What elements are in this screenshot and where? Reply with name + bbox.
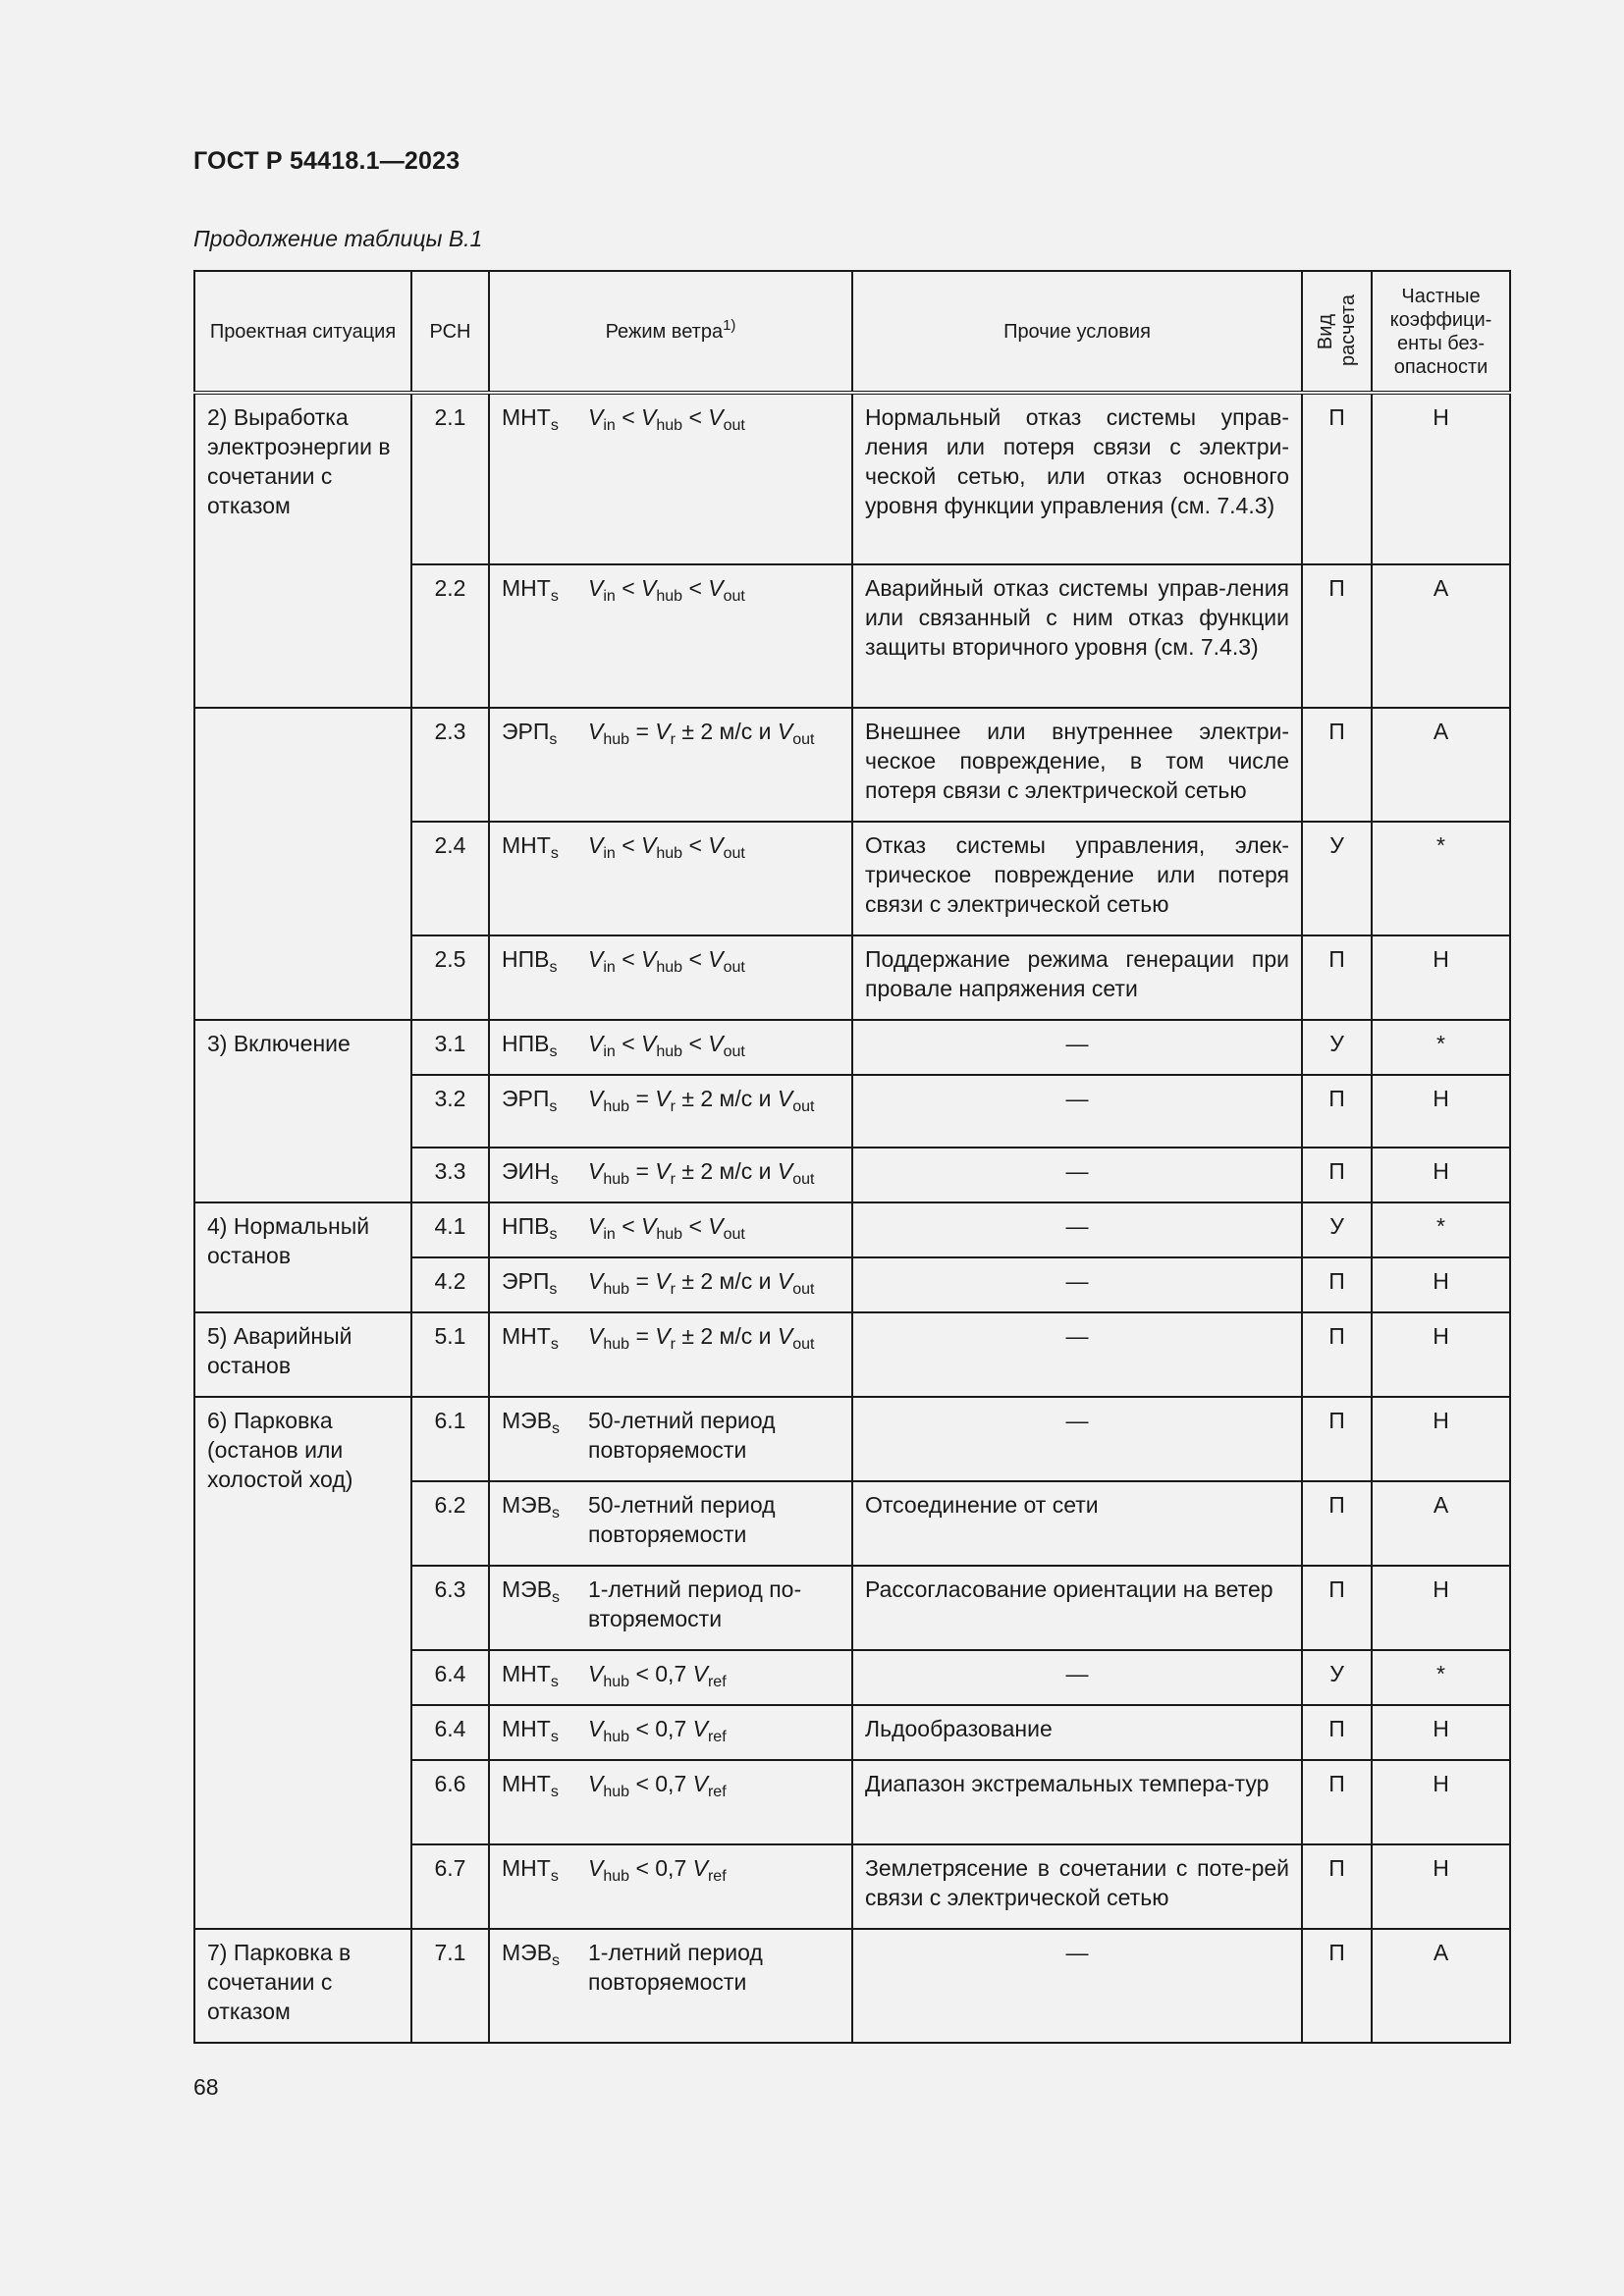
safety-coef-cell: Н (1372, 1075, 1510, 1148)
safety-coef-cell: * (1372, 822, 1510, 935)
calc-type-cell: П (1302, 1075, 1372, 1148)
calc-type-cell: У (1302, 1202, 1372, 1257)
safety-coef-cell: Н (1372, 935, 1510, 1020)
rsn-cell: 6.3 (411, 1566, 489, 1650)
header-safety-coef: Частные коэффици-енты без-опасности (1372, 271, 1510, 393)
calc-type-cell: П (1302, 708, 1372, 822)
wind-mode-cell: $МНТ_s$ $V_{hub} < 0,7$ $V_{ref}$ (489, 1705, 852, 1760)
safety-coef-cell: Н (1372, 1844, 1510, 1929)
rsn-cell: 2.5 (411, 935, 489, 1020)
situation-cell: 7) Парковка в сочетании с отказом (194, 1929, 411, 2043)
safety-coef-cell: * (1372, 1650, 1510, 1705)
header-calc-type-label: Вид расчета (1314, 294, 1359, 366)
calc-type-cell: П (1302, 393, 1372, 564)
safety-coef-cell: Н (1372, 1397, 1510, 1481)
rsn-cell: 5.1 (411, 1312, 489, 1397)
wind-mode-cell: $ЭРП_s$ $V_{hub} = V_r \pm 2$ м/с и $V_{out}$ (489, 708, 852, 822)
header-calc-type (1302, 271, 1372, 393)
safety-coef-cell: Н (1372, 1566, 1510, 1650)
other-conditions-cell: — (852, 1929, 1302, 2043)
other-conditions-cell: — (852, 1075, 1302, 1148)
calc-type-cell: П (1302, 1481, 1372, 1566)
situation-cell: 3) Включение (194, 1020, 411, 1202)
other-conditions-cell: Землетрясение в сочетании с поте-рей связи с электрической сетью (852, 1844, 1302, 1929)
table-row (194, 1397, 1510, 1481)
rsn-cell: 6.6 (411, 1760, 489, 1844)
safety-factors-table (193, 270, 1511, 2044)
header-other-conditions: Прочие условия (852, 271, 1302, 393)
situation-cell: 5) Аварийный останов (194, 1312, 411, 1397)
wind-mode-cell: $МНТ_s$ $V_{hub} < 0,7$ $V_{ref}$ (489, 1844, 852, 1929)
safety-coef-cell: Н (1372, 1705, 1510, 1760)
safety-coef-cell: Н (1372, 1760, 1510, 1844)
safety-coef-cell: Н (1372, 1257, 1510, 1312)
wind-mode-cell: $МЭВ_s$ 1-летний период по-вторяемости (489, 1566, 852, 1650)
calc-type-cell: П (1302, 1929, 1372, 2043)
calc-type-cell: П (1302, 1397, 1372, 1481)
calc-type-cell: У (1302, 1650, 1372, 1705)
wind-mode-cell: $НПВ_s$ $V_{in} < V_{hub} < V_{out}$ (489, 1202, 852, 1257)
other-conditions-cell: — (852, 1312, 1302, 1397)
other-conditions-cell: Поддержание режима генерации при провале напряжения сети (852, 935, 1302, 1020)
other-conditions-cell: Внешнее или внутреннее электри-ческое повреждение, в том числе потеря связи с электрической сетью (852, 708, 1302, 822)
safety-coef-cell: Н (1372, 393, 1510, 564)
calc-type-cell: П (1302, 1844, 1372, 1929)
rsn-cell: 2.1 (411, 393, 489, 564)
rsn-cell: 4.2 (411, 1257, 489, 1312)
situation-cell: 4) Нормальный останов (194, 1202, 411, 1312)
wind-mode-cell: $МНТ_s$ $V_{hub} < 0,7$ $V_{ref}$ (489, 1650, 852, 1705)
table-caption: Продолжение таблицы В.1 (193, 226, 483, 251)
rsn-cell: 6.7 (411, 1844, 489, 1929)
other-conditions-cell: Рассогласование ориентации на ветер (852, 1566, 1302, 1650)
wind-mode-cell: $МНТ_s$ $V_{in} < V_{hub} < V_{out}$ (489, 822, 852, 935)
table-row (194, 393, 1510, 564)
other-conditions-cell: — (852, 1202, 1302, 1257)
rsn-cell: 4.1 (411, 1202, 489, 1257)
wind-mode-cell: $МНТ_s$ $V_{hub} = V_r \pm 2$ м/с и $V_{out}$ (489, 1312, 852, 1397)
table-row (194, 1312, 1510, 1397)
calc-type-cell: П (1302, 1312, 1372, 1397)
calc-type-cell: П (1302, 935, 1372, 1020)
other-conditions-cell: — (852, 1650, 1302, 1705)
other-conditions-cell: — (852, 1397, 1302, 1481)
table-header-row (194, 271, 1510, 393)
other-conditions-cell: — (852, 1020, 1302, 1075)
situation-cell: 2) Выработка электроэнергии в сочетании с отказом (194, 393, 411, 708)
safety-coef-cell: * (1372, 1202, 1510, 1257)
wind-mode-cell: $МЭВ_s$ 50-летний период повторяемости (489, 1481, 852, 1566)
rsn-cell: 6.4 (411, 1650, 489, 1705)
table-row (194, 1929, 1510, 2043)
wind-mode-cell: $МНТ_s$ $V_{in} < V_{hub} < V_{out}$ (489, 393, 852, 564)
calc-type-cell: У (1302, 1020, 1372, 1075)
header-rsn: РСН (411, 271, 489, 393)
rsn-cell: 2.2 (411, 564, 489, 708)
safety-coef-cell: Н (1372, 1312, 1510, 1397)
calc-type-cell: П (1302, 1566, 1372, 1650)
wind-mode-cell: $ЭРП_s$ $V_{hub} = V_r \pm 2$ м/с и $V_{out}$ (489, 1257, 852, 1312)
wind-mode-cell: $МНТ_s$ $V_{in} < V_{hub} < V_{out}$ (489, 564, 852, 708)
calc-type-cell: У (1302, 822, 1372, 935)
other-conditions-cell: Диапазон экстремальных темпера-тур (852, 1760, 1302, 1844)
calc-type-cell: П (1302, 1760, 1372, 1844)
wind-mode-cell: $ЭРП_s$ $V_{hub} = V_r \pm 2$ м/с и $V_{out}$ (489, 1075, 852, 1148)
calc-type-cell: П (1302, 1705, 1372, 1760)
other-conditions-cell: — (852, 1257, 1302, 1312)
rsn-cell: 6.2 (411, 1481, 489, 1566)
safety-coef-cell: А (1372, 1481, 1510, 1566)
rsn-cell: 3.2 (411, 1075, 489, 1148)
page-number: 68 (193, 2074, 219, 2100)
other-conditions-cell: Отказ системы управления, элек-трическое повреждение или потеря связи с электрической сетью (852, 822, 1302, 935)
other-conditions-cell: Нормальный отказ системы управ-ления или потеря связи с электри-ческой сетью, или отказ основного уровня функции управления (см. 7.4.3) (852, 393, 1302, 564)
rsn-cell: 6.1 (411, 1397, 489, 1481)
rsn-cell: 3.1 (411, 1020, 489, 1075)
header-wind-mode: Режим ветра$^{1)}$ (489, 271, 852, 393)
situation-cell: 6) Парковка (останов или холостой ход) (194, 1397, 411, 1929)
wind-mode-cell: $МЭВ_s$ 50-летний период повторяемости (489, 1397, 852, 1481)
wind-mode-cell: $НПВ_s$ $V_{in} < V_{hub} < V_{out}$ (489, 1020, 852, 1075)
rsn-cell: 3.3 (411, 1148, 489, 1202)
safety-coef-cell: А (1372, 708, 1510, 822)
safety-coef-cell: * (1372, 1020, 1510, 1075)
situation-cell (194, 708, 411, 1020)
rsn-cell: 6.4 (411, 1705, 489, 1760)
rsn-cell: 7.1 (411, 1929, 489, 2043)
other-conditions-cell: Льдообразование (852, 1705, 1302, 1760)
wind-mode-cell: $МЭВ_s$ 1-летний период повторяемости (489, 1929, 852, 2043)
calc-type-cell: П (1302, 564, 1372, 708)
safety-coef-cell: Н (1372, 1148, 1510, 1202)
other-conditions-cell: Аварийный отказ системы управ-ления или связанный с ним отказ функции защиты вторичного уровня (см. 7.4.3) (852, 564, 1302, 708)
calc-type-cell: П (1302, 1148, 1372, 1202)
safety-coef-cell: А (1372, 564, 1510, 708)
wind-mode-cell: $ЭИН_s$ $V_{hub} = V_r \pm 2$ м/с и $V_{out}$ (489, 1148, 852, 1202)
table-row (194, 1020, 1510, 1075)
rsn-cell: 2.4 (411, 822, 489, 935)
table-row (194, 1202, 1510, 1257)
other-conditions-cell: — (852, 1148, 1302, 1202)
wind-mode-cell: $МНТ_s$ $V_{hub} < 0,7$ $V_{ref}$ (489, 1760, 852, 1844)
safety-coef-cell: А (1372, 1929, 1510, 2043)
document-title: ГОСТ Р 54418.1—2023 (193, 147, 460, 175)
rsn-cell: 2.3 (411, 708, 489, 822)
wind-mode-cell: $НПВ_s$ $V_{in} < V_{hub} < V_{out}$ (489, 935, 852, 1020)
table-row (194, 708, 1510, 822)
calc-type-cell: П (1302, 1257, 1372, 1312)
header-situation: Проектная ситуация (194, 271, 411, 393)
other-conditions-cell: Отсоединение от сети (852, 1481, 1302, 1566)
